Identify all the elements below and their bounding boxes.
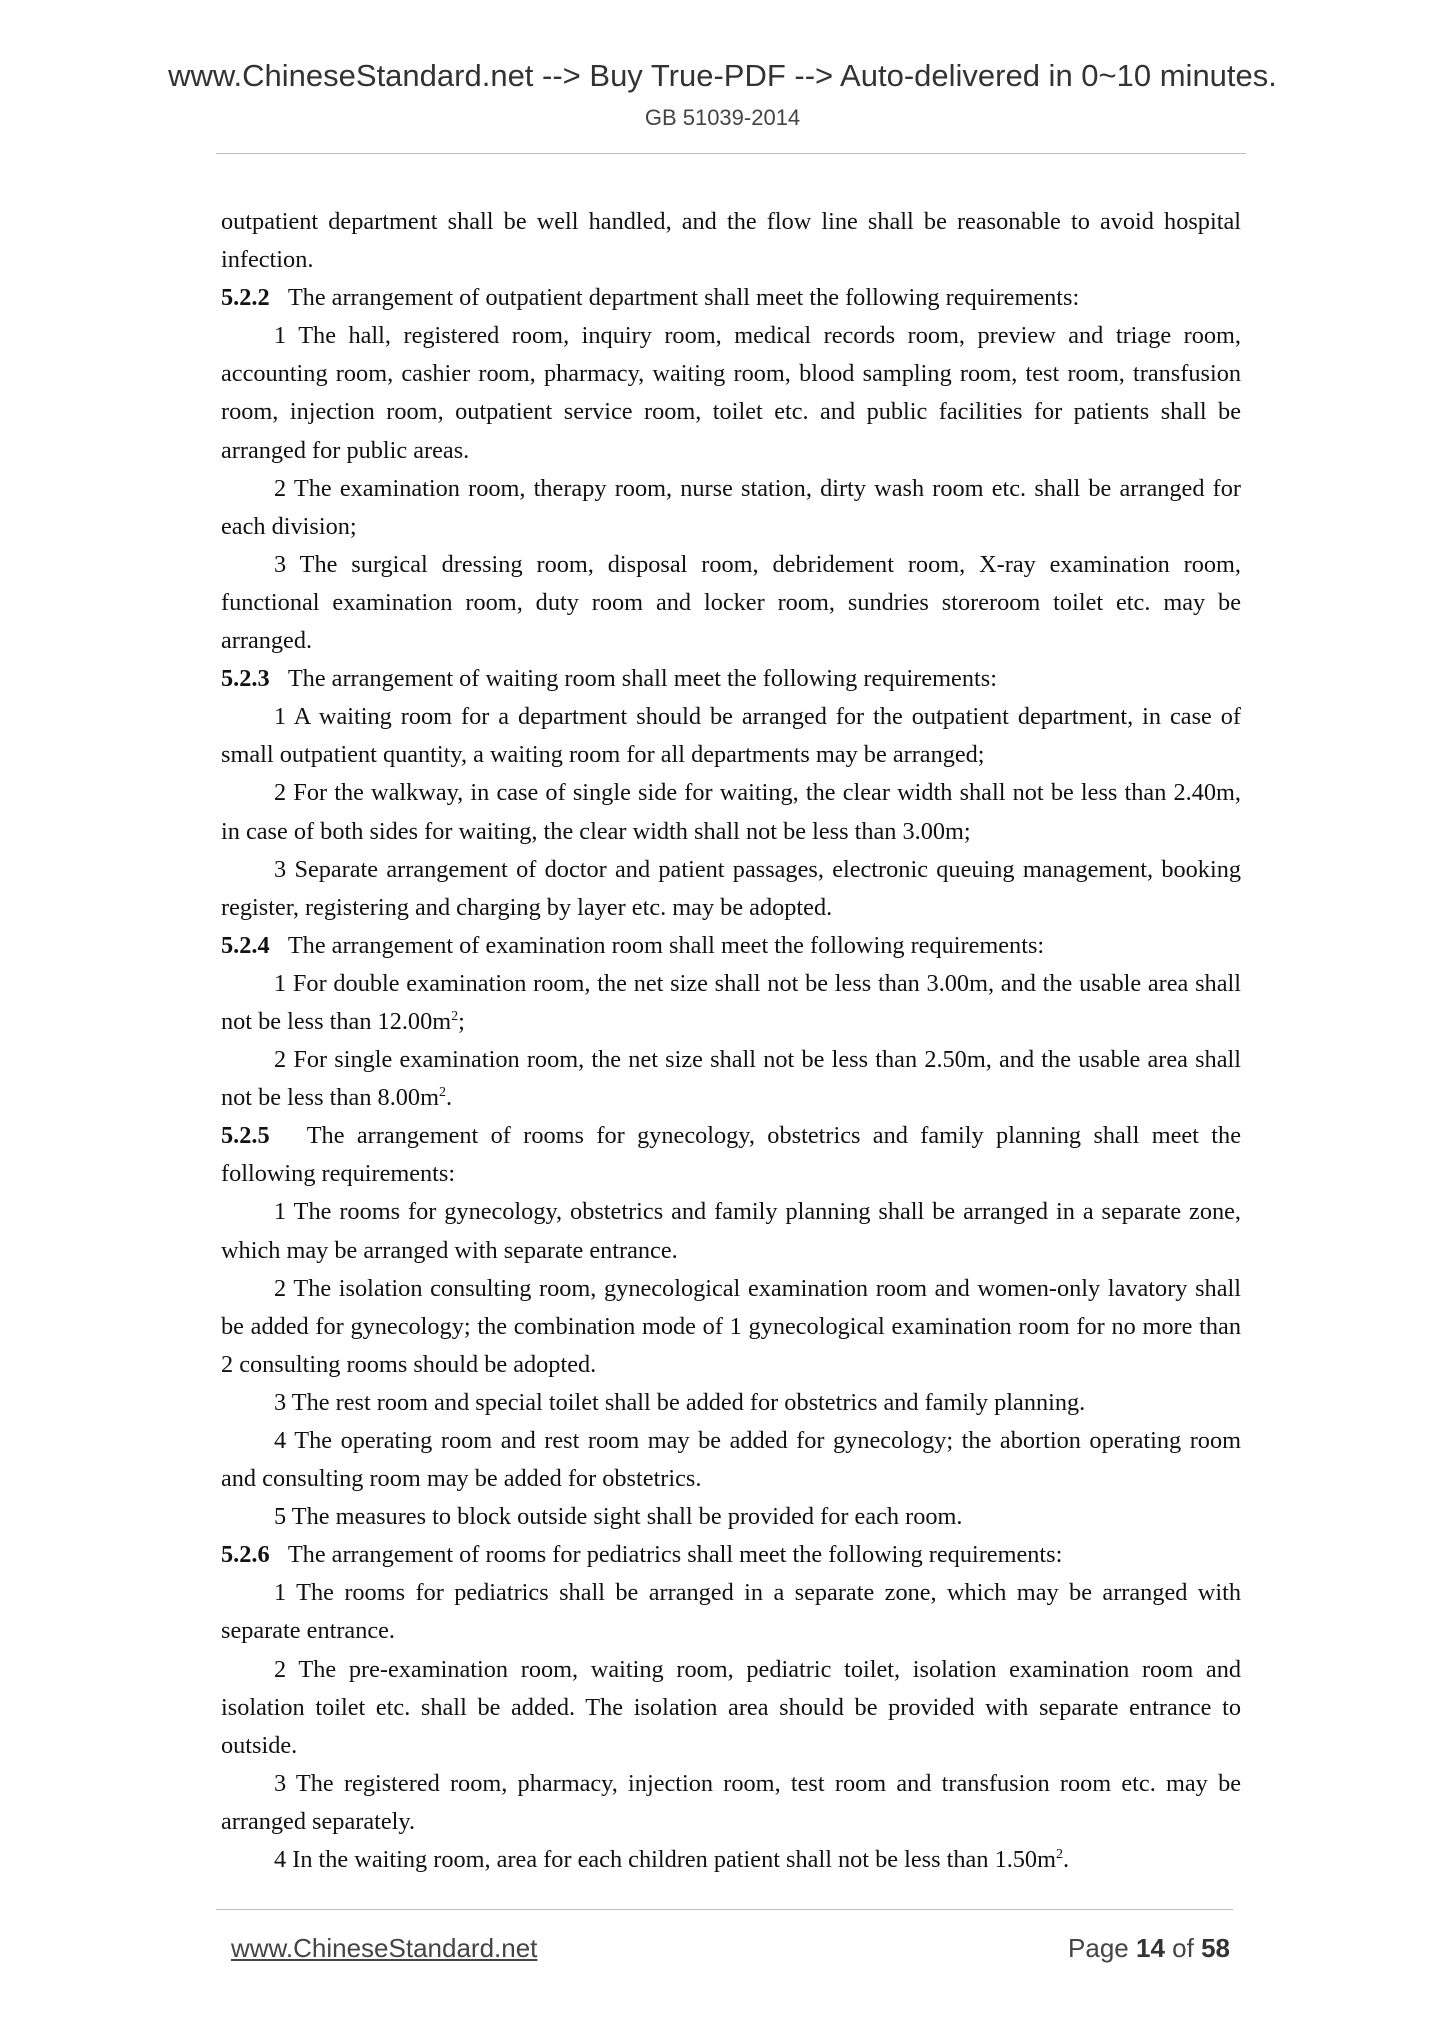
list-item: 2 The isolation consulting room, gynecological examination room and women-only lavatory shall be added for gynecology; the combination mode of 1 gynecological examination room for no more than 2 consulting rooms should be adopted. <box>221 1274 1241 1378</box>
page-label: Page <box>1068 1933 1129 1963</box>
section-number: 5.2.3 <box>221 665 270 693</box>
superscript: 2 <box>1056 1847 1063 1863</box>
section-5-2-4 <box>221 927 1241 965</box>
footer-site-link[interactable]: www.ChineseStandard.net <box>231 1933 538 1963</box>
list-item: 3 The rest room and special toilet shall be added for obstetrics and family planning. <box>274 1388 1086 1416</box>
list-item: 1 A waiting room for a department should be arranged for the outpatient department, in case of small outpatient quantity, a waiting room for all departments may be arranged; <box>221 703 1241 769</box>
header-banner[interactable]: www.ChineseStandard.net --> Buy True-PDF --> Auto-delivered in 0~10 minutes. <box>168 58 1277 93</box>
list-item: 3 The surgical dressing room, disposal room, debridement room, X-ray examination room, functional examination room, duty room and locker room, sundries storeroom toilet etc. may be arranged. <box>221 550 1241 655</box>
list-item: 1 The rooms for gynecology, obstetrics and family planning shall be arranged in a separate zone, which may be arranged with separate entrance. <box>221 1198 1241 1264</box>
section-text: The arrangement of rooms for pediatrics shall meet the following requirements: <box>287 1541 1063 1569</box>
section-number: 5.2.4 <box>221 931 270 959</box>
list-item: 3 The registered room, pharmacy, injection room, test room and transfusion room etc. may be arranged separately. <box>221 1769 1241 1835</box>
superscript: 2 <box>438 1085 446 1101</box>
section-5-2-5 <box>221 1117 1241 1193</box>
list-item: 2 The pre-examination room, waiting room, pediatric toilet, isolation examination room and isolation toilet etc. shall be added. The isolation area should be provided with separate entrance to outside. <box>221 1655 1241 1759</box>
document-body <box>221 203 1241 1879</box>
standard-code: GB 51039-2014 <box>644 105 801 130</box>
page-number: 14 <box>1136 1933 1165 1963</box>
header-divider <box>216 153 1246 154</box>
section-text: The arrangement of waiting room shall meet the following requirements: <box>287 665 997 693</box>
section-number: 5.2.5 <box>221 1122 270 1150</box>
item-text: 2 For single examination room, the net size shall not be less than 2.50m, and the usable area shall not be less than 8.00m <box>221 1046 1241 1112</box>
list-item: 1 The hall, registered room, inquiry room, medical records room, preview and triage room, accounting room, cashier room, pharmacy, waiting room, blood sampling room, test room, transfusion room, injection room, outpatient service room, toilet etc. and public facilities for patients shall be arranged for public areas. <box>221 322 1241 464</box>
list-item <box>221 1841 1241 1879</box>
paragraph: outpatient department shall be well handled, and the flow line shall be reasonable to avoid hospital infection. <box>221 208 1241 274</box>
section-text: The arrangement of outpatient department shall meet the following requirements: <box>287 284 1080 312</box>
list-item: 2 The examination room, therapy room, nurse station, dirty wash room etc. shall be arranged for each division; <box>221 474 1241 540</box>
superscript: 2 <box>451 1008 459 1024</box>
list-item: 5 The measures to block outside sight shall be provided for each room. <box>274 1503 963 1531</box>
list-item <box>221 965 1241 1041</box>
page-total: 58 <box>1201 1933 1230 1963</box>
section-number: 5.2.6 <box>221 1541 270 1569</box>
section-5-2-2 <box>221 279 1241 317</box>
section-text: The arrangement of examination room shall meet the following requirements: <box>287 931 1045 959</box>
list-item: 4 The operating room and rest room may be added for gynecology; the abortion operating room and consulting room may be added for obstetrics. <box>221 1427 1241 1493</box>
page-indicator <box>1068 1933 1230 1964</box>
section-text: The arrangement of rooms for gynecology, obstetrics and family planning shall meet the following requirements: <box>221 1122 1241 1188</box>
item-text: 4 In the waiting room, area for each children patient shall not be less than 1.50m <box>274 1846 1056 1874</box>
of-label: of <box>1172 1933 1194 1963</box>
section-5-2-6 <box>221 1536 1241 1574</box>
list-item <box>221 1041 1241 1117</box>
list-item: 3 Separate arrangement of doctor and patient passages, electronic queuing management, booking register, registering and charging by layer etc. may be adopted. <box>221 855 1241 921</box>
section-number: 5.2.2 <box>221 284 270 312</box>
item-text: 1 For double examination room, the net size shall not be less than 3.00m, and the usable area shall not be less than 12.00m <box>221 969 1241 1035</box>
item-tail: . <box>1063 1846 1070 1874</box>
list-item: 1 The rooms for pediatrics shall be arranged in a separate zone, which may be arranged with separate entrance. <box>221 1579 1241 1645</box>
item-tail: ; <box>458 1007 465 1035</box>
footer-divider <box>216 1909 1233 1910</box>
list-item: 2 For the walkway, in case of single side for waiting, the clear width shall not be less than 2.40m, in case of both sides for waiting, the clear width shall not be less than 3.00m; <box>221 779 1241 845</box>
item-tail: . <box>445 1084 453 1112</box>
section-5-2-3 <box>221 660 1241 698</box>
